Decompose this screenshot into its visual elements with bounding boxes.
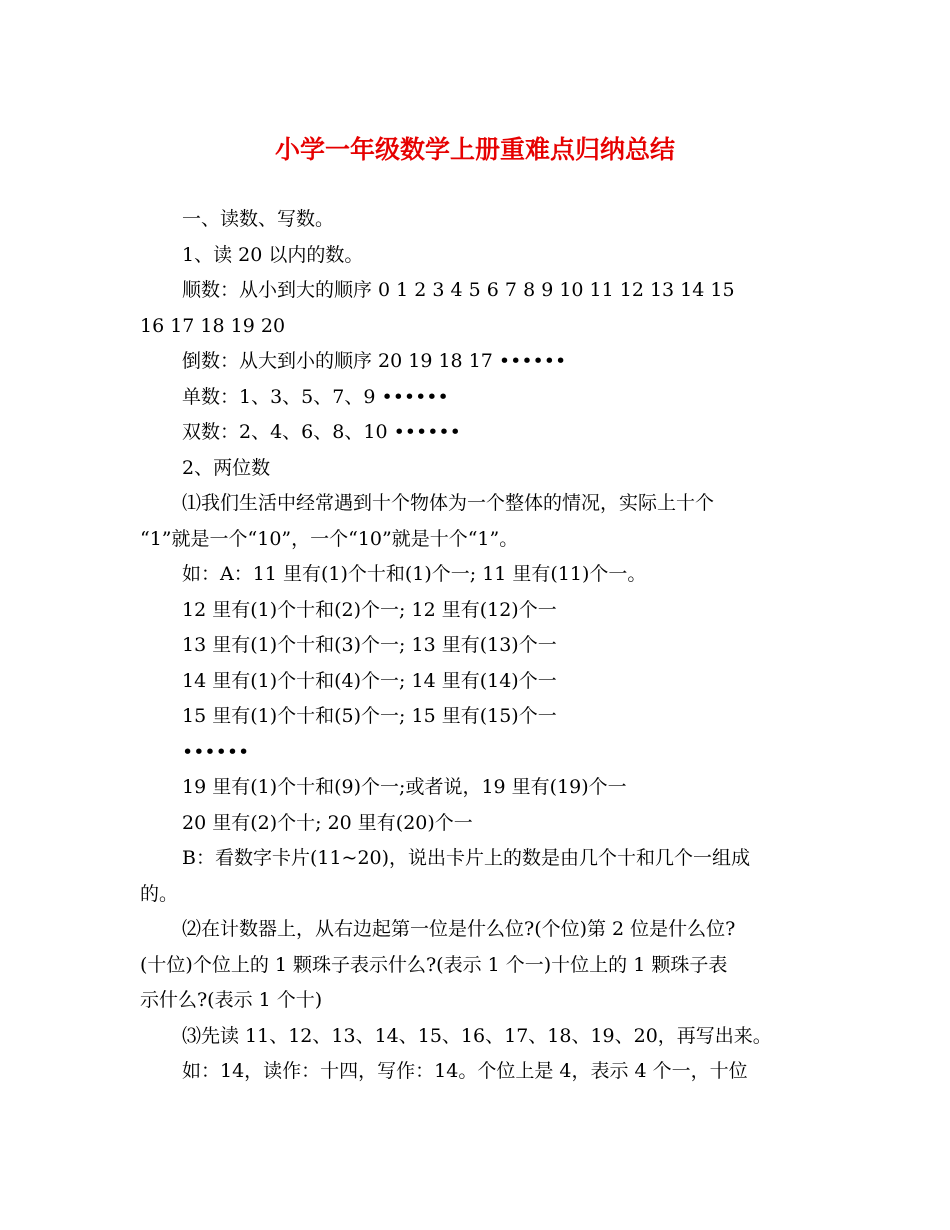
text-line: 倒数：从大到小的顺序 20 19 18 17 ••••••	[182, 350, 567, 372]
text-line: 15 里有(1)个十和(5)个一; 15 里有(15)个一	[182, 705, 557, 727]
text-line: 如：A：11 里有(1)个十和(1)个一; 11 里有(11)个一。	[182, 563, 647, 585]
text-line: 13 里有(1)个十和(3)个一; 13 里有(13)个一	[182, 634, 557, 656]
text-line: 如：14，读作：十四，写作：14。个位上是 4，表示 4 个一，十位	[182, 1060, 748, 1082]
text-line: B：看数字卡片(11~20)，说出卡片上的数是由几个十和几个一组成	[182, 847, 751, 869]
text-line: (十位)个位上的 1 颗珠子表示什么?(表示 1 个一)十位上的 1 颗珠子表	[140, 953, 728, 976]
text-line: 16 17 18 19 20	[140, 314, 286, 337]
text-line: 19 里有(1)个十和(9)个一;或者说，19 里有(19)个一	[182, 776, 627, 798]
document-body	[140, 202, 820, 1090]
text-line: 12 里有(1)个十和(2)个一; 12 里有(12)个一	[182, 598, 557, 621]
text-line: 的。	[140, 882, 179, 905]
text-line: “1”就是一个“10”，一个“10”就是十个“1”。	[140, 527, 519, 550]
text-line: 一、读数、写数。	[182, 208, 335, 230]
text-line: 2、两位数	[182, 456, 271, 479]
text-line: ••••••	[182, 740, 250, 763]
text-line: 1、读 20 以内的数。	[182, 243, 364, 266]
text-line: 示什么?(表示 1 个十)	[140, 989, 323, 1011]
text-line: 顺数：从小到大的顺序 0 1 2 3 4 5 6 7 8 9 10 11 12 13 14 15	[182, 279, 735, 301]
text-line: 双数：2、4、6、8、10 ••••••	[182, 421, 461, 443]
text-line: ⑶先读 11、12、13、14、15、16、17、18、19、20，再写出来。	[182, 1024, 772, 1047]
text-line: ⑴我们生活中经常遇到十个物体为一个整体的情况，实际上十个	[182, 492, 715, 514]
text-line: ⑵在计数器上，从右边起第一位是什么位?(个位)第 2 位是什么位?	[182, 918, 736, 940]
text-line: 单数：1、3、5、7、9 ••••••	[182, 385, 449, 408]
text-line: 14 里有(1)个十和(4)个一; 14 里有(14)个一	[182, 669, 557, 692]
document-title: 小学一年级数学上册重难点归纳总结	[274, 135, 675, 164]
text-line: 20 里有(2)个十; 20 里有(20)个一	[182, 811, 473, 834]
